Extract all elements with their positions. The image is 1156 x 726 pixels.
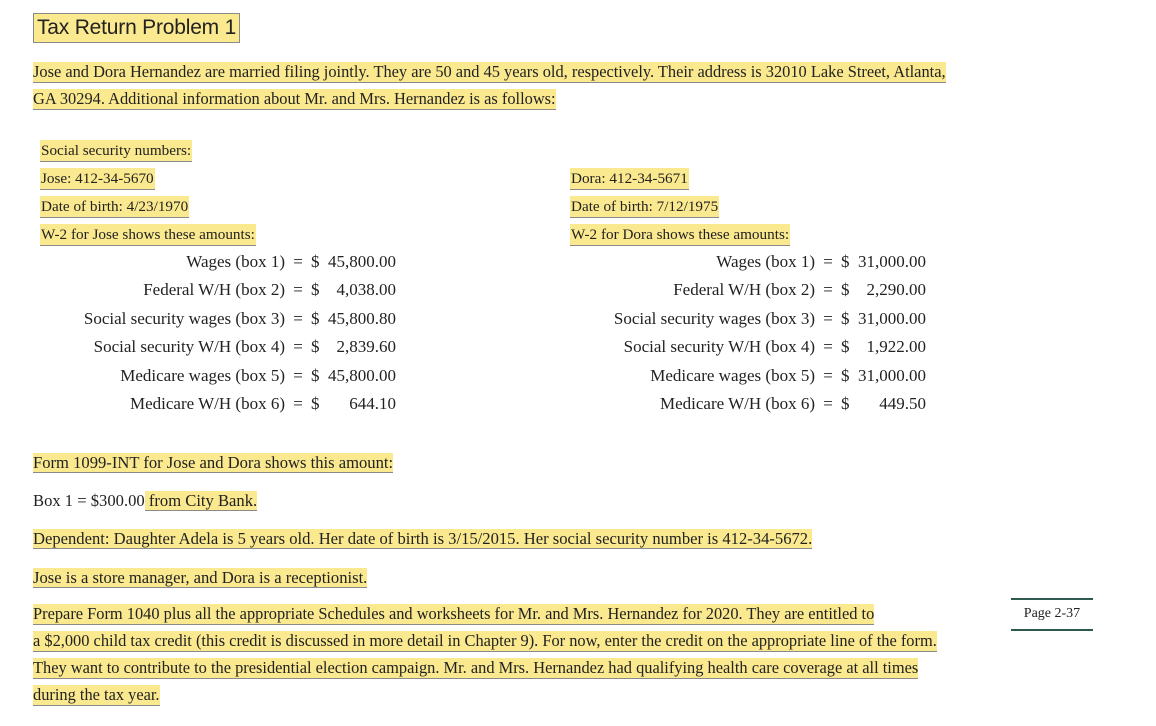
dependent-line xyxy=(33,527,812,551)
w2-row-equals: = xyxy=(823,309,833,328)
w2-row xyxy=(570,250,926,274)
w2-row-label: Federal W/H (box 2) xyxy=(673,280,815,299)
page-title: Tax Return Problem 1 xyxy=(33,13,240,43)
w2-row-amount: 1,922.00 xyxy=(866,337,926,356)
w2-row xyxy=(40,392,396,416)
w2-row xyxy=(570,335,926,359)
dora-dob: Date of birth: 7/12/1975 xyxy=(570,196,719,218)
w2-row-label: Social security W/H (box 4) xyxy=(623,337,815,356)
w2-row xyxy=(40,364,396,388)
w2-row-currency: $ xyxy=(311,366,320,385)
w2-row-label: Wages (box 1) xyxy=(186,252,285,271)
jose-w2-heading: W-2 for Jose shows these amounts: xyxy=(40,224,256,246)
w2-row-amount: 2,290.00 xyxy=(866,280,926,299)
w2-row-currency: $ xyxy=(311,394,320,413)
w2-row-equals: = xyxy=(823,337,833,356)
w2-row-currency: $ xyxy=(311,337,320,356)
w2-row xyxy=(570,278,926,302)
w2-row-amount: 31,000.00 xyxy=(858,309,926,328)
w2-row xyxy=(570,307,926,331)
w2-row-label: Medicare W/H (box 6) xyxy=(660,394,815,413)
w2-row-currency: $ xyxy=(841,252,850,271)
w2-row xyxy=(40,307,396,331)
w2-row-amount: 644.10 xyxy=(349,394,396,413)
w2-row-currency: $ xyxy=(311,252,320,271)
w2-row-label: Social security wages (box 3) xyxy=(613,309,815,328)
w2-row-currency: $ xyxy=(841,366,850,385)
box1-amount: Box 1 = $300.00 xyxy=(33,491,145,510)
intro-line-2: GA 30294. Additional information about Mr. and Mrs. Hernandez is as follows: xyxy=(33,89,556,108)
w2-row-equals: = xyxy=(823,252,833,271)
form-1099-heading-text: Form 1099-INT for Jose and Dora shows this amount: xyxy=(33,453,394,472)
intro-paragraph xyxy=(33,58,1083,112)
w2-row xyxy=(40,335,396,359)
w2-row-currency: $ xyxy=(311,309,320,328)
instructions-paragraph xyxy=(33,600,1088,708)
dora-ssn: Dora: 412-34-5671 xyxy=(570,168,689,190)
w2-row-equals: = xyxy=(293,394,303,413)
w2-row-amount: 2,839.60 xyxy=(336,337,396,356)
w2-row-amount: 449.50 xyxy=(879,394,926,413)
jose-ssn: Jose: 412-34-5670 xyxy=(40,168,155,190)
w2-row-currency: $ xyxy=(841,337,850,356)
w2-row-label: Wages (box 1) xyxy=(716,252,815,271)
w2-row-currency: $ xyxy=(841,280,850,299)
instructions-line-4: during the tax year. xyxy=(33,685,160,704)
w2-row-equals: = xyxy=(823,394,833,413)
box1-source: from City Bank. xyxy=(144,491,258,510)
instructions-line-2: a $2,000 child tax credit (this credit is discussed in more detail in Chapter 9). For now, enter the credit on the appropriate line of the form. xyxy=(33,631,937,650)
w2-row xyxy=(40,278,396,302)
dora-w2-heading: W-2 for Dora shows these amounts: xyxy=(570,224,790,246)
instructions-line-3: They want to contribute to the presidential election campaign. Mr. and Mrs. Hernandez had qualifying health care coverage at all times xyxy=(33,658,919,677)
w2-row xyxy=(40,250,396,274)
w2-row-amount: 45,800.00 xyxy=(328,366,396,385)
form-1099-heading xyxy=(33,451,393,475)
w2-row-equals: = xyxy=(293,280,303,299)
w2-row-label: Social security wages (box 3) xyxy=(83,309,285,328)
w2-row-currency: $ xyxy=(841,394,850,413)
page-number-label: Page 2-37 xyxy=(1011,598,1093,631)
w2-row-equals: = xyxy=(293,309,303,328)
w2-row-label: Social security W/H (box 4) xyxy=(93,337,285,356)
w2-row-equals: = xyxy=(293,337,303,356)
w2-row-label: Medicare wages (box 5) xyxy=(650,366,815,385)
w2-row-label: Medicare wages (box 5) xyxy=(120,366,285,385)
w2-row-amount: 45,800.80 xyxy=(328,309,396,328)
w2-row-amount: 45,800.00 xyxy=(328,252,396,271)
occupations-text: Jose is a store manager, and Dora is a receptionist. xyxy=(33,568,368,587)
w2-row xyxy=(570,364,926,388)
w2-row-equals: = xyxy=(823,366,833,385)
w2-row-amount: 31,000.00 xyxy=(858,366,926,385)
w2-row xyxy=(570,392,926,416)
jose-dob: Date of birth: 4/23/1970 xyxy=(40,196,189,218)
w2-row-amount: 31,000.00 xyxy=(858,252,926,271)
w2-row-currency: $ xyxy=(841,309,850,328)
dependent-text: Dependent: Daughter Adela is 5 years old. Her date of birth is 3/15/2015. Her social security number is 412-34-5672. xyxy=(33,529,813,548)
w2-row-amount: 4,038.00 xyxy=(336,280,396,299)
w2-row-equals: = xyxy=(293,252,303,271)
w2-row-label: Federal W/H (box 2) xyxy=(143,280,285,299)
occupations-line xyxy=(33,566,367,590)
w2-row-equals: = xyxy=(823,280,833,299)
form-1099-box1 xyxy=(33,489,257,513)
w2-row-label: Medicare W/H (box 6) xyxy=(130,394,285,413)
w2-row-currency: $ xyxy=(311,280,320,299)
ssn-heading: Social security numbers: xyxy=(40,140,192,162)
intro-line-1: Jose and Dora Hernandez are married filing jointly. They are 50 and 45 years old, respectively. Their address is 32010 Lake Street, Atlanta, xyxy=(33,62,946,81)
instructions-line-1: Prepare Form 1040 plus all the appropriate Schedules and worksheets for Mr. and Mrs. Hernandez for 2020. They are entitled to xyxy=(33,604,875,623)
w2-row-equals: = xyxy=(293,366,303,385)
